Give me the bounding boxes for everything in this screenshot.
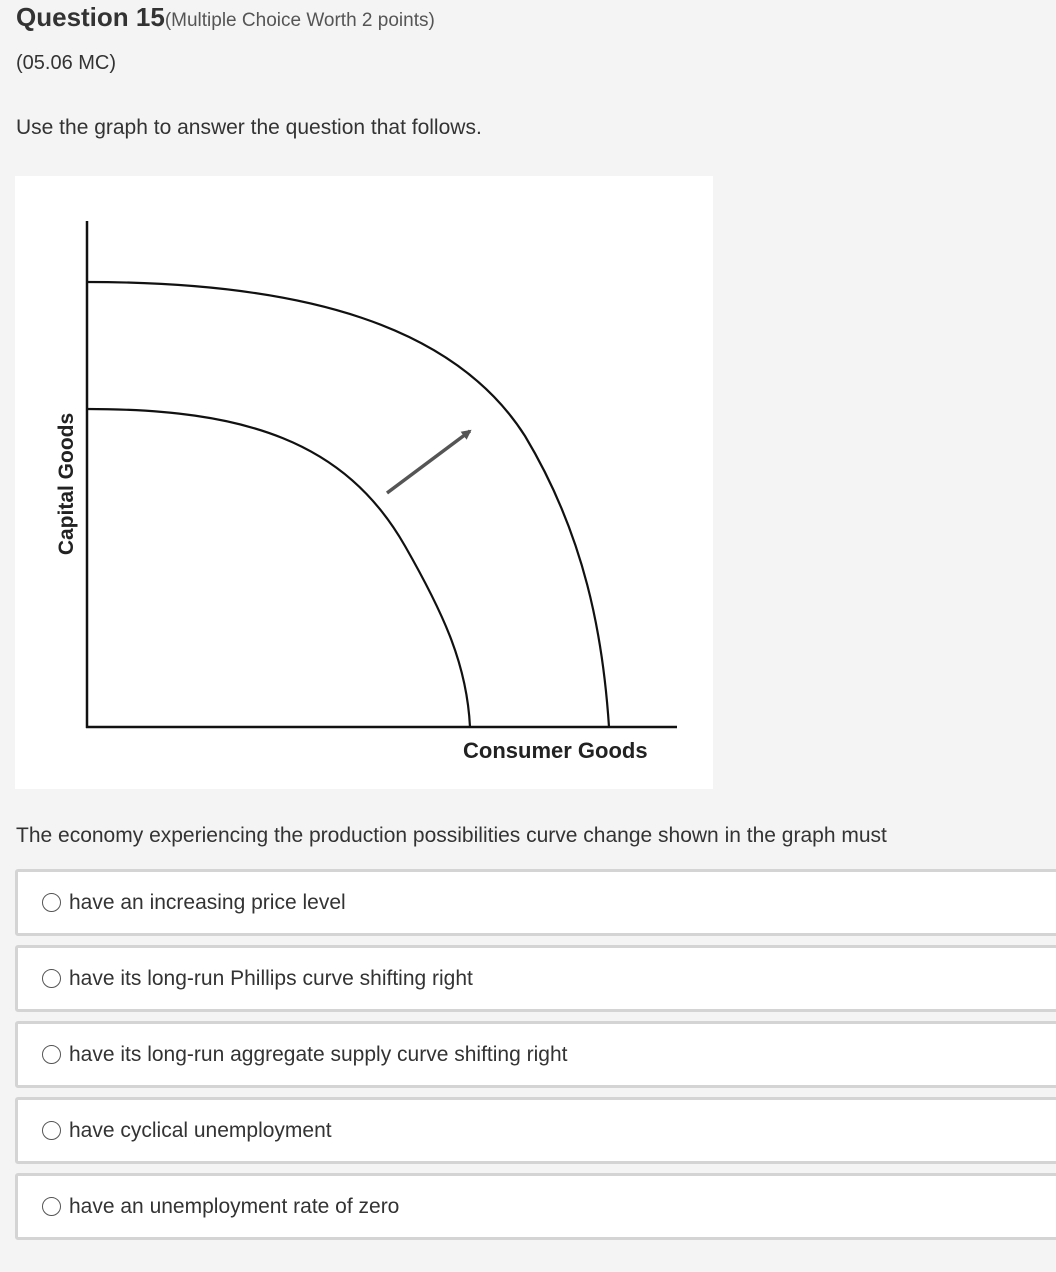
answer-choice-c[interactable] [15,1021,1056,1088]
ppc-graph [15,176,713,789]
inner-ppc-curve [87,409,470,727]
question-instruction: Use the graph to answer the question that follows. [16,116,482,139]
question-code: (05.06 MC) [16,52,117,74]
radio-button-icon[interactable] [42,893,61,912]
question-worth: (Multiple Choice Worth 2 points) [164,10,435,31]
y-axis-label: Capital Goods [55,412,78,556]
answer-choice-label: have an unemployment rate of zero [69,1194,400,1218]
question-title: Question 15 [16,2,165,32]
radio-button-icon[interactable] [42,1197,61,1216]
outer-ppc-curve [87,282,609,727]
shift-arrow [387,431,470,493]
question-stem: The economy experiencing the production possibilities curve change shown in the graph must [16,824,887,847]
answer-choice-d[interactable] [15,1097,1056,1164]
answer-choice-label: have its long-run Phillips curve shifting right [69,966,473,990]
answer-choice-label: have an increasing price level [69,890,346,914]
answer-choices [15,869,1056,1249]
answer-choice-a[interactable] [15,869,1056,936]
radio-button-icon[interactable] [42,1121,61,1140]
answer-choice-e[interactable] [15,1173,1056,1240]
x-axis-label: Consumer Goods [463,738,648,763]
answer-choice-label: have cyclical unemployment [69,1118,332,1142]
question-header [16,2,435,33]
answer-choice-b[interactable] [15,945,1056,1012]
ppc-graph-svg [15,176,713,789]
radio-button-icon[interactable] [42,1045,61,1064]
radio-button-icon[interactable] [42,969,61,988]
answer-choice-label: have its long-run aggregate supply curve shifting right [69,1042,568,1066]
